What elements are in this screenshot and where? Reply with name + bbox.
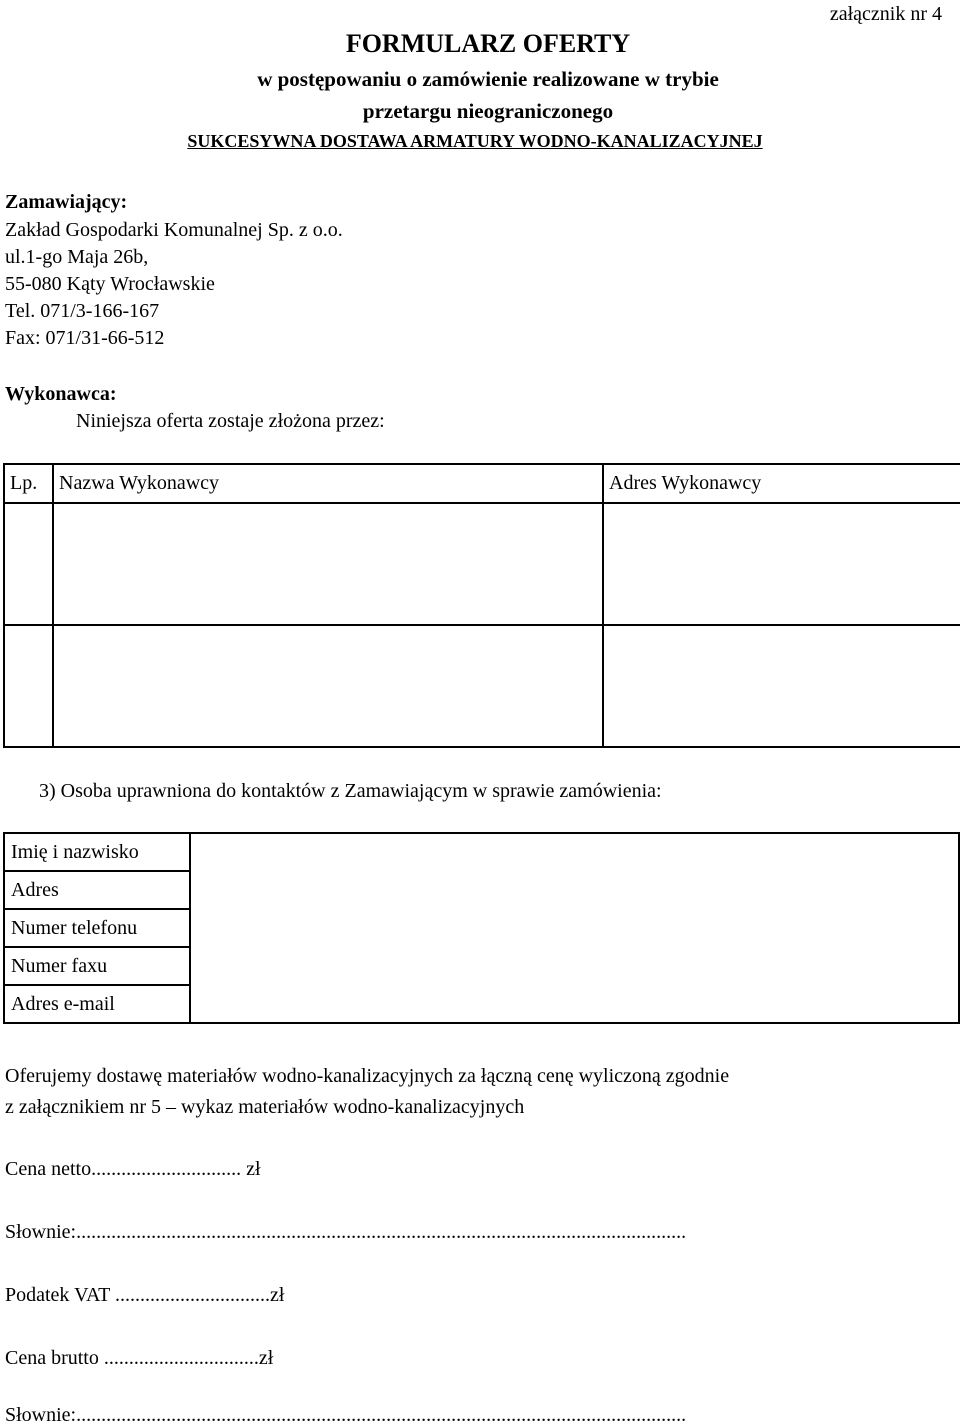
gross-price-in-words-field[interactable]: Słownie:.......................................................................................................................... [5,1404,687,1426]
ordering-party-name: Zakład Gospodarki Komunalnej Sp. z o.o. [5,219,343,241]
header-contractor-name: Nazwa Wykonawcy [53,464,603,503]
cell-contractor-name[interactable] [53,503,603,625]
vat-field[interactable]: Podatek VAT ...............................zł [5,1284,285,1306]
form-subject: SUKCESYWNA DOSTAWA ARMATURY WODNO-KANALIZACYJNEJ [187,131,763,151]
contact-value-name[interactable] [190,833,959,871]
contact-value-email[interactable] [190,985,959,1023]
form-subtitle-line1: w postępowaniu o zamówienie realizowane w trybie [257,67,719,91]
offer-statement-line1: Oferujemy dostawę materiałów wodno-kanalizacyjnych za łączną cenę wyliczoną zgodnie [5,1065,730,1087]
contractor-label: Wykonawca: [5,383,117,405]
cell-contractor-name[interactable] [53,625,603,747]
table-row [4,625,960,747]
contact-label-name: Imię i nazwisko [4,833,190,871]
contact-value-phone[interactable] [190,909,959,947]
table-row [4,833,959,871]
attachment-label: załącznik nr 4 [829,3,942,25]
ordering-party-label: Zamawiający: [5,191,128,213]
cell-no[interactable] [4,625,53,747]
net-price-field[interactable]: Cena netto.............................. zł [5,1158,261,1180]
contact-value-fax[interactable] [190,947,959,985]
ordering-party-city: 55-080 Kąty Wrocławskie [5,273,215,295]
gross-price-field[interactable]: Cena brutto ...............................zł [5,1347,274,1369]
contact-label-fax: Numer faxu [4,947,190,985]
header-no: Lp. [4,464,53,503]
contact-label-phone: Numer telefonu [4,909,190,947]
cell-contractor-address[interactable] [603,503,960,625]
form-subtitle-line2: przetargu nieograniczonego [362,99,614,123]
cell-no[interactable] [4,503,53,625]
contractor-table [3,463,960,748]
contact-heading: 3) Osoba uprawniona do kontaktów z Zamawiającym w sprawie zamówienia: [39,780,662,802]
table-row [4,503,960,625]
ordering-party-phone: Tel. 071/3-166-167 [5,300,160,322]
contact-label-address: Adres [4,871,190,909]
contractor-table-header [4,464,960,503]
cell-contractor-address[interactable] [603,625,960,747]
contact-label-email: Adres e-mail [4,985,190,1023]
contractor-intro: Niniejsza oferta zostaje złożona przez: [76,410,385,432]
header-contractor-address: Adres Wykonawcy [603,464,960,503]
ordering-party-fax: Fax: 071/31-66-512 [5,327,165,349]
contact-value-address[interactable] [190,871,959,909]
contact-table [3,832,960,1024]
table-row [4,871,959,909]
table-row [4,947,959,985]
table-row [4,985,959,1023]
table-row [4,909,959,947]
offer-statement-line2: z załącznikiem nr 5 – wykaz materiałów wodno-kanalizacyjnych [5,1096,525,1118]
form-title: FORMULARZ OFERTY [345,29,631,58]
ordering-party-street: ul.1-go Maja 26b, [5,246,149,268]
net-price-in-words-field[interactable]: Słownie:.......................................................................................................................... [5,1221,687,1243]
